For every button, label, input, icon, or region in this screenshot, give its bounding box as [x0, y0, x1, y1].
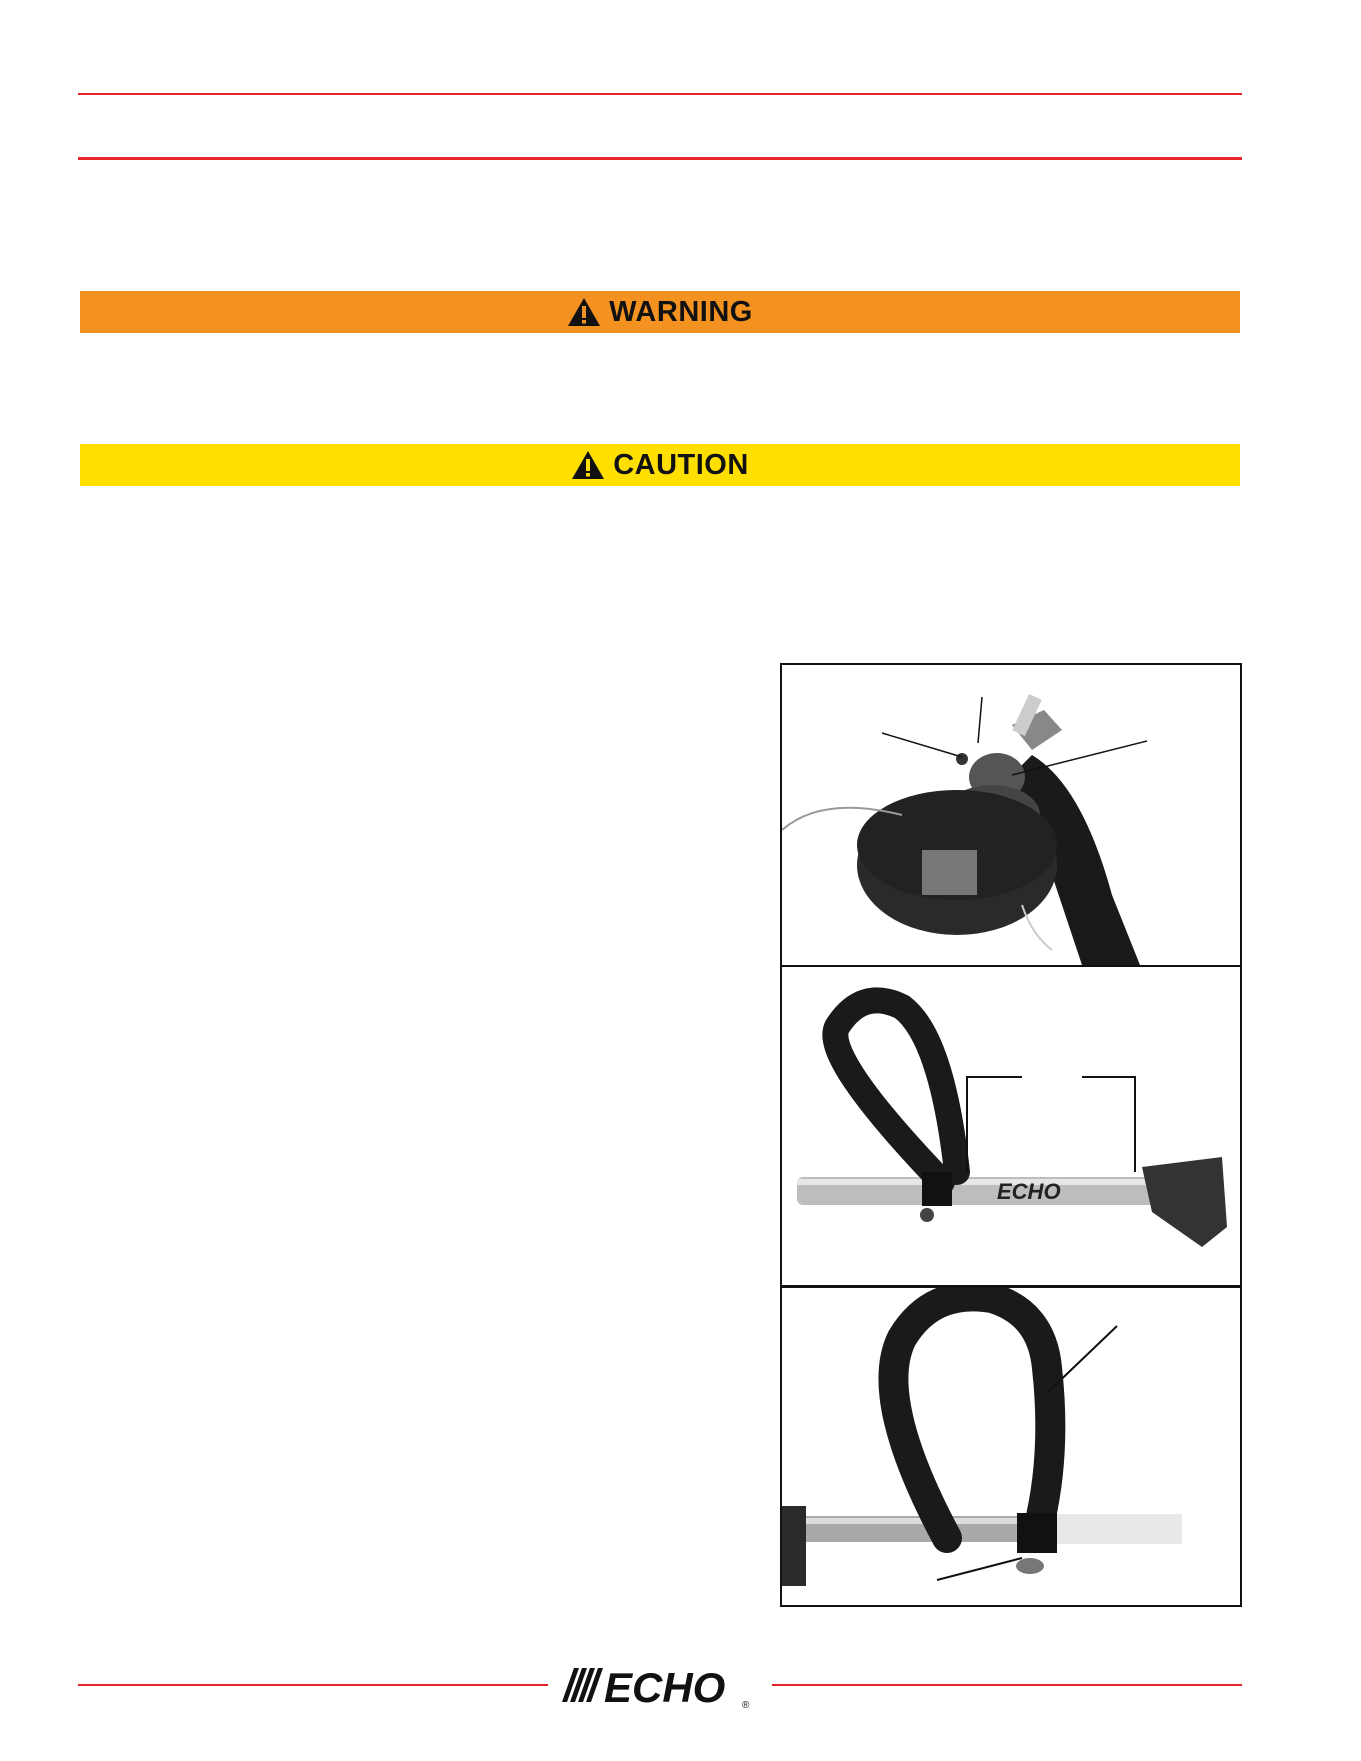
- callout-line: [1082, 1077, 1135, 1172]
- warning-label: WARNING: [609, 295, 753, 328]
- handle-closeup-figure: [780, 1286, 1242, 1607]
- caution-banner: [80, 444, 1240, 486]
- header-rule-thick: [78, 157, 1242, 160]
- callout-line: [937, 1558, 1022, 1580]
- warning-banner: [80, 291, 1240, 333]
- echo-logo: [560, 1660, 765, 1710]
- shaft-logo-text: ECHO: [997, 1179, 1061, 1204]
- logo-wordmark: ECHO: [604, 1664, 726, 1710]
- warning-triangle-icon: [567, 297, 601, 327]
- handle-position-figure: [780, 965, 1242, 1287]
- header-rule-thin: [78, 93, 1242, 95]
- trimmer-head-figure: [780, 663, 1242, 967]
- footer-rule-right: [772, 1684, 1242, 1686]
- registered-mark: ®: [742, 1700, 750, 1710]
- callout-line: [967, 1077, 1022, 1172]
- callout-line: [882, 733, 962, 757]
- callout-line: [978, 697, 982, 743]
- caution-triangle-icon: [571, 450, 605, 480]
- caution-label: CAUTION: [613, 448, 749, 481]
- footer-rule-left: [78, 1684, 548, 1686]
